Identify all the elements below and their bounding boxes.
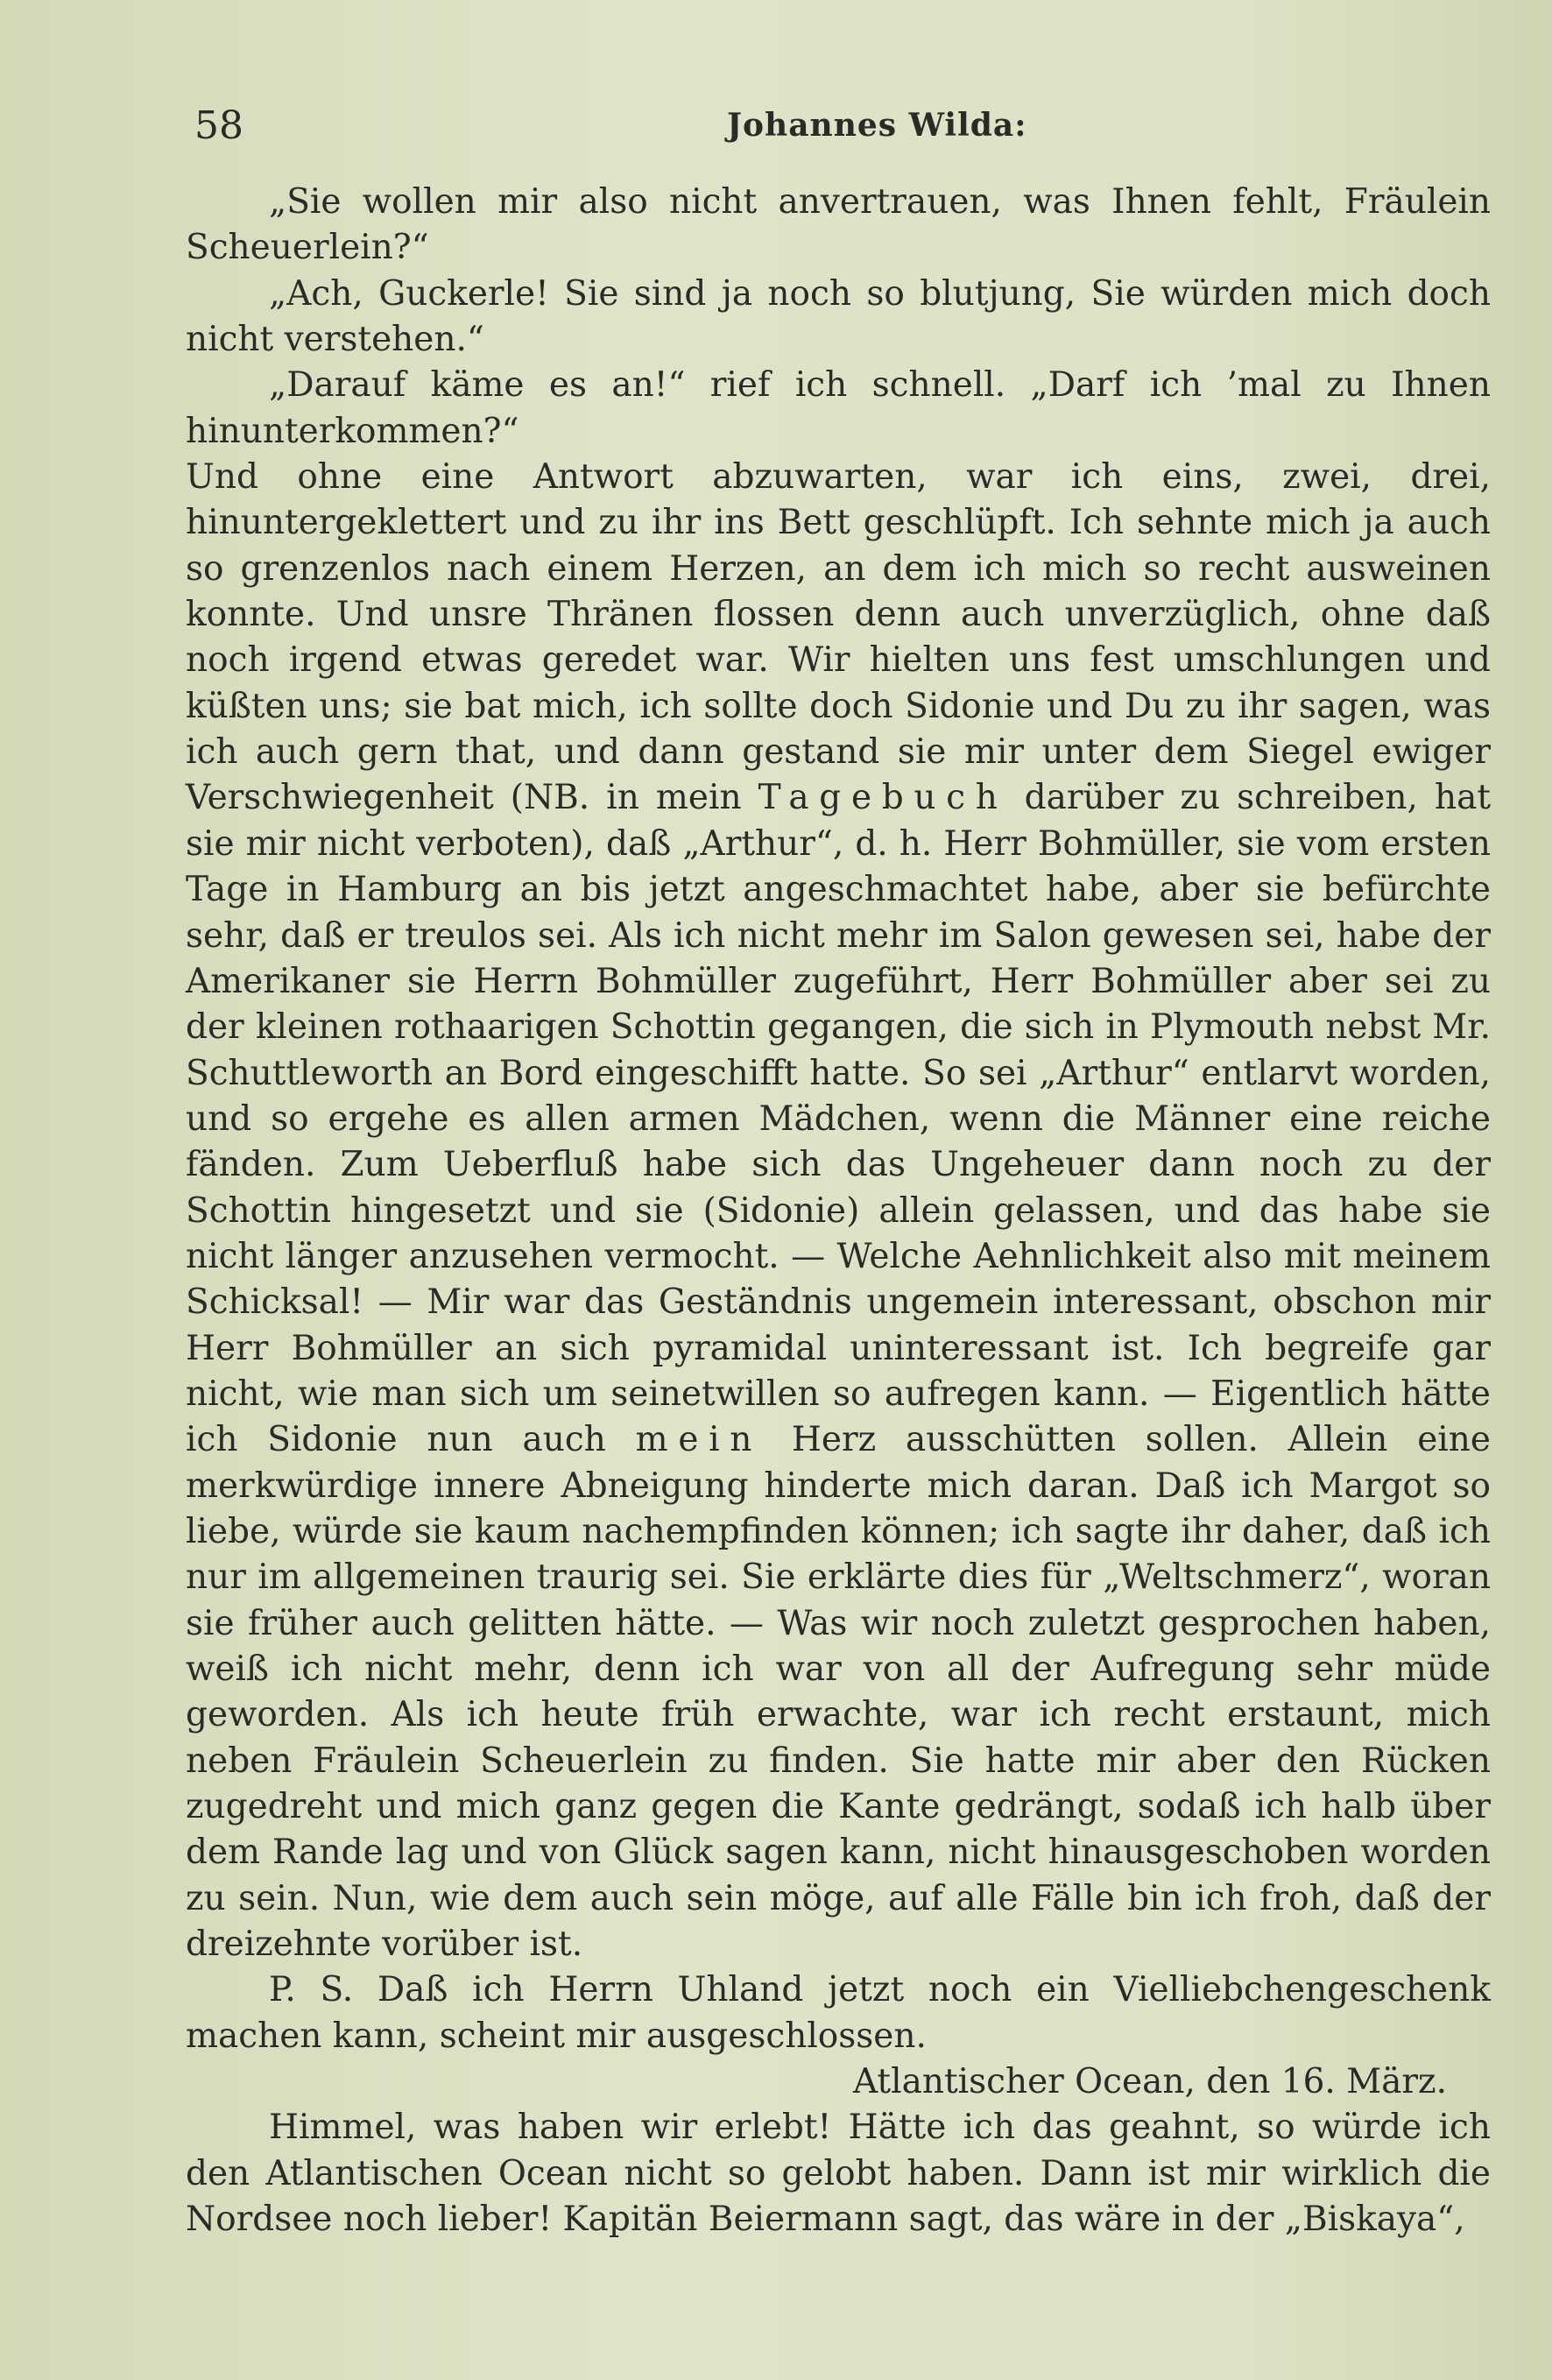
paragraph-4-part-a: Und ohne eine Antwort abzuwarten, war ich eins, zwei, drei, hinuntergeklettert und zu ihr ins Bett geschlüpft. Ich sehnte mich ja auch so grenzenlos nach einem Herzen, an dem ich mich so recht ausweinen konnte. Und unsre Thränen flossen denn auch unverzüglich, ohne daß noch irgend etwas geredet war. Wir hielten uns fest umschlungen und küßten uns; sie bat mich, ich sollte doch Sidonie und Du zu ihr sagen, was ich auch gern that, und dann gestand sie mir unter dem Siegel ewiger Verschwiegenheit (NB. in mein (186, 457, 1491, 818)
emphasis-mein: mein (635, 1420, 763, 1460)
paragraph-3: „Darauf käme es an!“ rief ich schnell. „Darf ich ’mal zu Ihnen hinunterkommen?“ (186, 365, 1491, 451)
dateline: Atlantischer Ocean, den 16. März. (852, 2062, 1447, 2102)
paragraph-1: „Sie wollen mir also nicht anvertrauen, was Ihnen fehlt, Fräulein Scheuerlein?“ (186, 182, 1491, 268)
emphasis-tagebuch: Tagebuch (758, 778, 1008, 818)
page-body (186, 180, 1491, 2242)
paragraph-4-part-c: Herz ausschütten sollen. Allein eine merkwürdige innere Abneigung hinderte mich daran. Daß ich Margot so liebe, würde sie kaum nachempfinden können; ich sagte ihr daher, daß ich nur im allgemeinen traurig sei. Sie erklärte dies für „Weltschmerz“, woran sie früher auch gelitten hätte. — Was wir noch zuletzt gesprochen haben, weiß ich nicht mehr, denn ich war von all der Aufregung sehr müde geworden. Als ich heute früh erwachte, war ich recht erstaunt, mich neben Fräulein Scheuerlein zu finden. Sie hatte mir aber den Rücken zugedreht und mich ganz gegen die Kante gedrängt, sodaß ich halb über dem Rande lag und von Glück sagen kann, nicht hinausgeschoben worden zu sein. Nun, wie dem auch sein möge, auf alle Fälle bin ich froh, daß der dreizehnte vorüber ist. (186, 1420, 1491, 1965)
running-head: Johannes Wilda: (727, 107, 1027, 144)
paragraph-4-part-b: darüber zu schreiben, hat sie mir nicht verboten), daß „Arthur“, d. h. Herr Bohmüller, sie vom ersten Tage in Hamburg an bis jetzt angeschmachtet habe, aber sie befürchte sehr, daß er treulos sei. Als ich nicht mehr im Salon gewesen sei, habe der Amerikaner sie Herrn Bohmüller zugeführt, Herr Bohmüller aber sei zu der kleinen rothaarigen Schottin gegangen, die sich in Plymouth nebst Mr. Schuttleworth an Bord eingeschifft hatte. So sei „Arthur“ entlarvt worden, und so ergehe es allen armen Mädchen, wenn die Männer eine reiche fänden. Zum Ueberfluß habe sich das Ungeheuer dann noch zu der Schottin hingesetzt und sie (Sidonie) allein gelassen, und das habe sie nicht länger anzusehen vermocht. — Welche Aehnlichkeit also mit meinem Schicksal! — Mir war das Geständnis ungemein interessant, obschon mir Herr Bohmüller an sich pyramidal uninteressant ist. Ich begreife gar nicht, wie man sich um seinetwillen so aufregen kann. — Eigentlich hätte ich Sidonie nun auch (186, 778, 1491, 1460)
paragraph-postscript: P. S. Daß ich Herrn Uhland jetzt noch ein Vielliebchengeschenk machen kann, scheint mir ausgeschlossen. (186, 1970, 1491, 2056)
paragraph-4 (186, 455, 1491, 1967)
page-header (194, 103, 1491, 156)
paragraph-2: „Ach, Guckerle! Sie sind ja noch so blutjung, Sie würden mich doch nicht verstehen.“ (186, 273, 1491, 360)
paragraph-6: Himmel, was haben wir erlebt! Hätte ich das geahnt, so würde ich den Atlantischen Ocean nicht so gelobt haben. Dann ist mir wirklich die Nordsee noch lieber! Kapitän Beiermann sagt, das wäre in der „Biskaya“, (186, 2108, 1491, 2240)
page-number: 58 (194, 103, 243, 148)
